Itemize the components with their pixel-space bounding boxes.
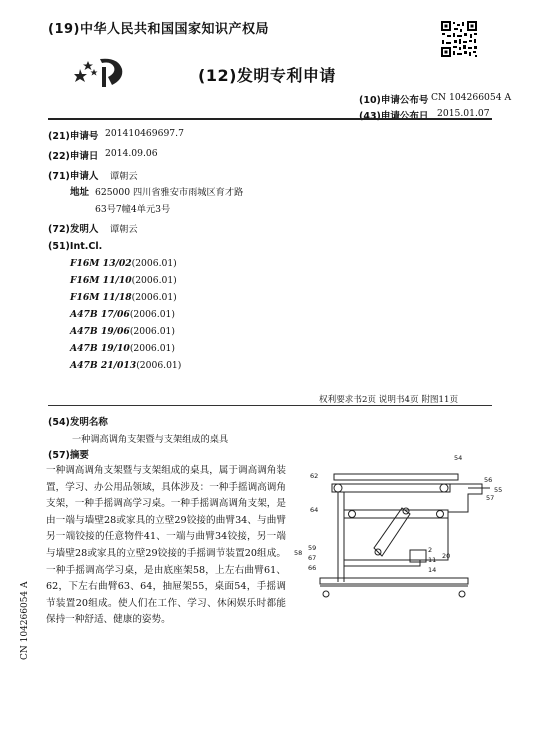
invention-title: 一种调高调角支架暨与支架组成的桌具 [72, 434, 229, 445]
figure-label: 11 [428, 556, 437, 564]
ipc-entry: A47B 19/06(2006.01) [70, 326, 175, 337]
intcl-label: (51)Int.Cl. [48, 241, 103, 252]
inventor: 谭朝云 [110, 224, 138, 235]
app-date: 2014.09.06 [105, 148, 158, 159]
header-rule [48, 118, 492, 120]
address-line-2: 63号7幢4单元3号 [95, 204, 171, 215]
figure-label: 20 [442, 552, 451, 560]
figure-label: 59 [308, 544, 317, 552]
abstract-text: 一种调高调角支架暨与支架组成的桌具，属于调高调角装置，学习、办公用品领域，具体涉及：一种手摇调高调角支架，一种手摇调高学习桌。一种手摇调高调角支架，是由一端与墙壁28或家具的立壁29铰接的曲臂34、与曲臂另一端铰接的任意物件41、一端与曲臂34铰接，另一端与墙壁28或家具的立壁29铰接的手摇调节装置20组成。一种手摇调高学习桌，是由底座架58，上左右曲臂61、62，下左右曲臂63、64，抽屉架55，桌面54，手摇调节装置20组成。使人们在工作、学习、休闲娱乐时都能保持一种舒适、健康的姿势。 [46, 465, 286, 626]
ipc-entry: F16M 13/02(2006.01) [70, 258, 177, 269]
figure-label: 56 [484, 476, 493, 484]
applicant: 谭朝云 [110, 171, 138, 182]
figure-tabletop [334, 474, 458, 480]
side-publication-number: CN 104266054 A [20, 581, 30, 660]
app-no: 201410469697.7 [105, 128, 184, 139]
figure-label: 58 [294, 549, 303, 557]
cnipa-logo [74, 55, 142, 89]
document-type: (12)发明专利申请 [198, 66, 336, 85]
figure-label: 2 [428, 546, 433, 554]
applicant-label: (71)申请人 [48, 171, 99, 182]
app-no-label: (21)申请号 [48, 131, 99, 142]
inventor-label: (72)发明人 [48, 224, 99, 235]
office-name: (19)中华人民共和国国家知识产权局 [48, 22, 269, 37]
qr-code [440, 20, 478, 58]
ipc-entry: A47B 21/013(2006.01) [70, 360, 182, 371]
ipc-entry: F16M 11/18(2006.01) [70, 292, 177, 303]
app-date-label: (22)申请日 [48, 151, 99, 162]
address-line-1: 625000 四川省雅安市雨城区育才路 [95, 187, 244, 198]
address-label: 地址 [70, 187, 90, 198]
pub-date: 2015.01.07 [437, 108, 490, 119]
pub-no-label: (10)申请公布号 [359, 95, 429, 106]
abstract-figure [292, 452, 508, 610]
ipc-entry: F16M 11/10(2006.01) [70, 275, 177, 286]
figure-label: 66 [308, 564, 317, 572]
figure-label: 67 [308, 554, 317, 562]
abstract-label: (57)摘要 [48, 450, 89, 461]
figure-label: 57 [486, 494, 495, 502]
pub-no: CN 104266054 A [431, 92, 512, 103]
title-label: (54)发明名称 [48, 417, 108, 428]
ipc-entry: A47B 17/06(2006.01) [70, 309, 175, 320]
figure-label: 64 [310, 506, 319, 514]
figure-label: 14 [428, 566, 437, 574]
figure-label: 55 [494, 486, 503, 494]
section-rule [48, 405, 492, 406]
page-counts: 权利要求书2页 说明书4页 附图11页 [319, 395, 459, 405]
pub-date-label: (43)申请公布日 [359, 111, 429, 122]
figure-top-rail [332, 484, 450, 492]
ipc-entry: A47B 19/10(2006.01) [70, 343, 175, 354]
figure-label: 54 [454, 454, 463, 462]
figure-label: 62 [310, 472, 319, 480]
